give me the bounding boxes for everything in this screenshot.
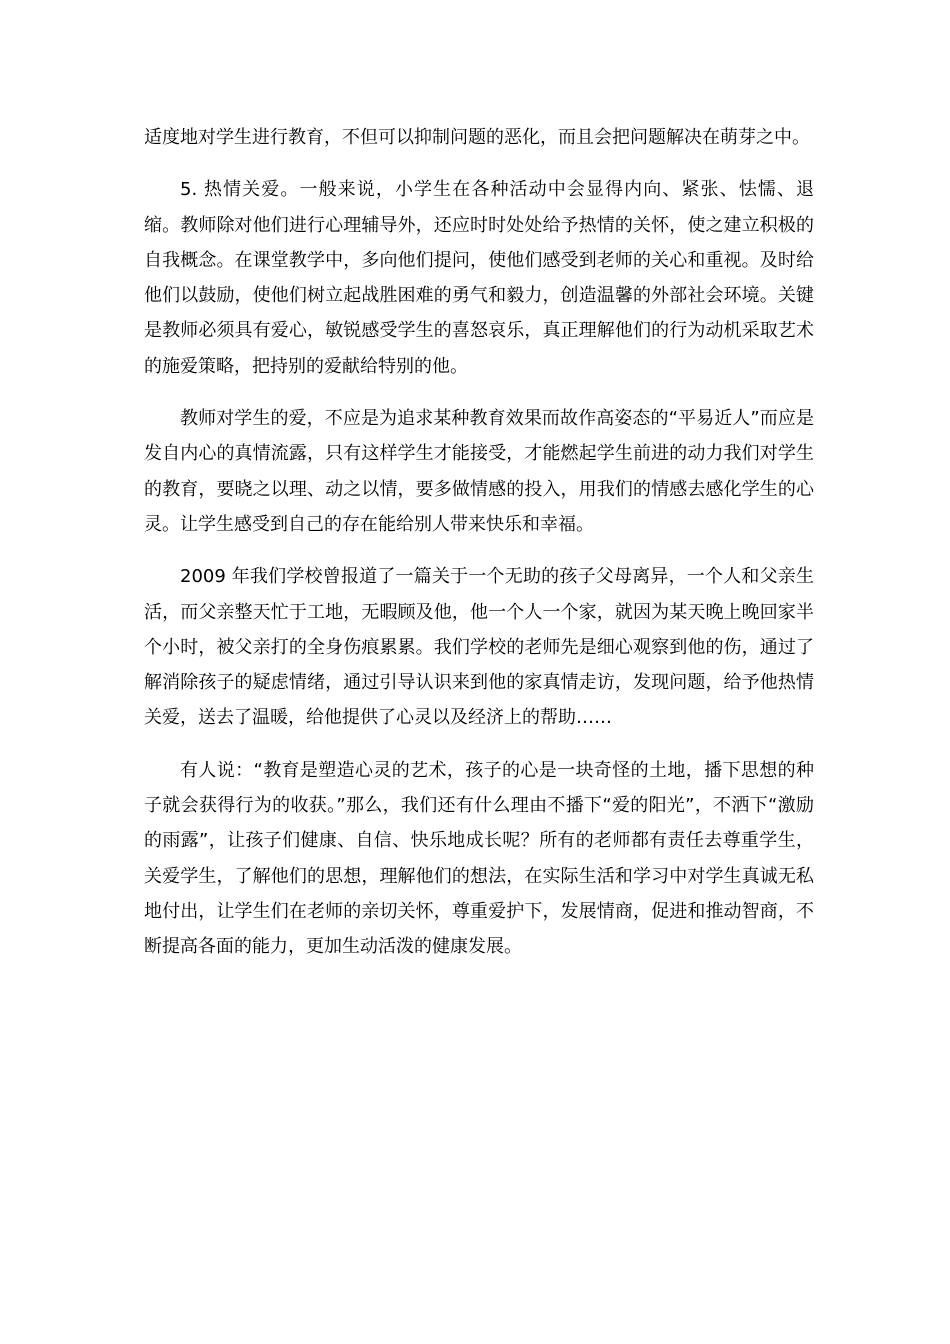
paragraph-conclusion: 有人说：“教育是塑造心灵的艺术，孩子的心是一块奇怪的土地，播下思想的种子就会获得行为的收获。”那么，我们还有什么理由不播下“爱的阳光”，不洒下“激励的雨露”，让孩子们健康、自信、快乐地成长呢？所有的老师都有责任去尊重学生，关爱学生，了解他们的思想，理解他们的想法，在实际生活和学习中对学生真诚无私地付出，让学生们在老师的亲切关怀，尊重爱护下，发展情商，促进和推动智商，不断提高各面的能力，更加生动活泼的健康发展。 [144,759,814,958]
paragraph-warm-care: 5. 热情关爱。一般来说，小学生在各种活动中会显得内向、紧张、怯懦、退缩。教师除对他们进行心理辅导外，还应时时处处给予热情的关怀，使之建立积极的自我概念。在课堂教学中，多向他们提问，使他们感受到老师的关心和重视。及时给他们以鼓励，使他们树立起战胜困难的勇气和毅力，创造温馨的外部社会环境。关键是教师必须具有爱心，敏锐感受学生的喜怒哀乐，真正理解他们的行为动机采取艺术的施爱策略，把持别的爱献给特别的他。 [144,179,814,377]
document-body [144,120,814,965]
paragraph-teacher-love: 教师对学生的爱，不应是为追求某种教育效果而故作高姿态的“平易近人”而应是发自内心的真情流露，只有这样学生才能接受，才能燃起学生前进的动力我们对学生的教育，要晓之以理、动之以情，要多做情感的投入，用我们的情感去感化学生的心灵。让学生感受到自己的存在能给别人带来快乐和幸福。 [144,408,814,535]
paragraph-gap [144,542,814,559]
paragraph-gap [144,736,814,753]
paragraph-2009-story: 2009 年我们学校曾报道了一篇关于一个无助的孩子父母离异，一个人和父亲生活，而父亲整天忙于工地，无暇顾及他，他一个人一个家，就因为某天晚上晚回家半个小时，被父亲打的全身伤痕累累。我们学校的老师先是细心观察到他的伤，通过了解消除孩子的疑虑情绪，通过引导认识来到他的家真情走访，发现问题，给予他热情关爱，送去了温暖，给他提供了心灵以及经济上的帮助…… [144,566,814,729]
paragraph-gap [144,384,814,401]
paragraph-gap [144,155,814,172]
paragraph-continuation: 适度地对学生进行教育，不但可以抑制问题的恶化，而且会把问题解决在萌芽之中。 [144,127,810,148]
